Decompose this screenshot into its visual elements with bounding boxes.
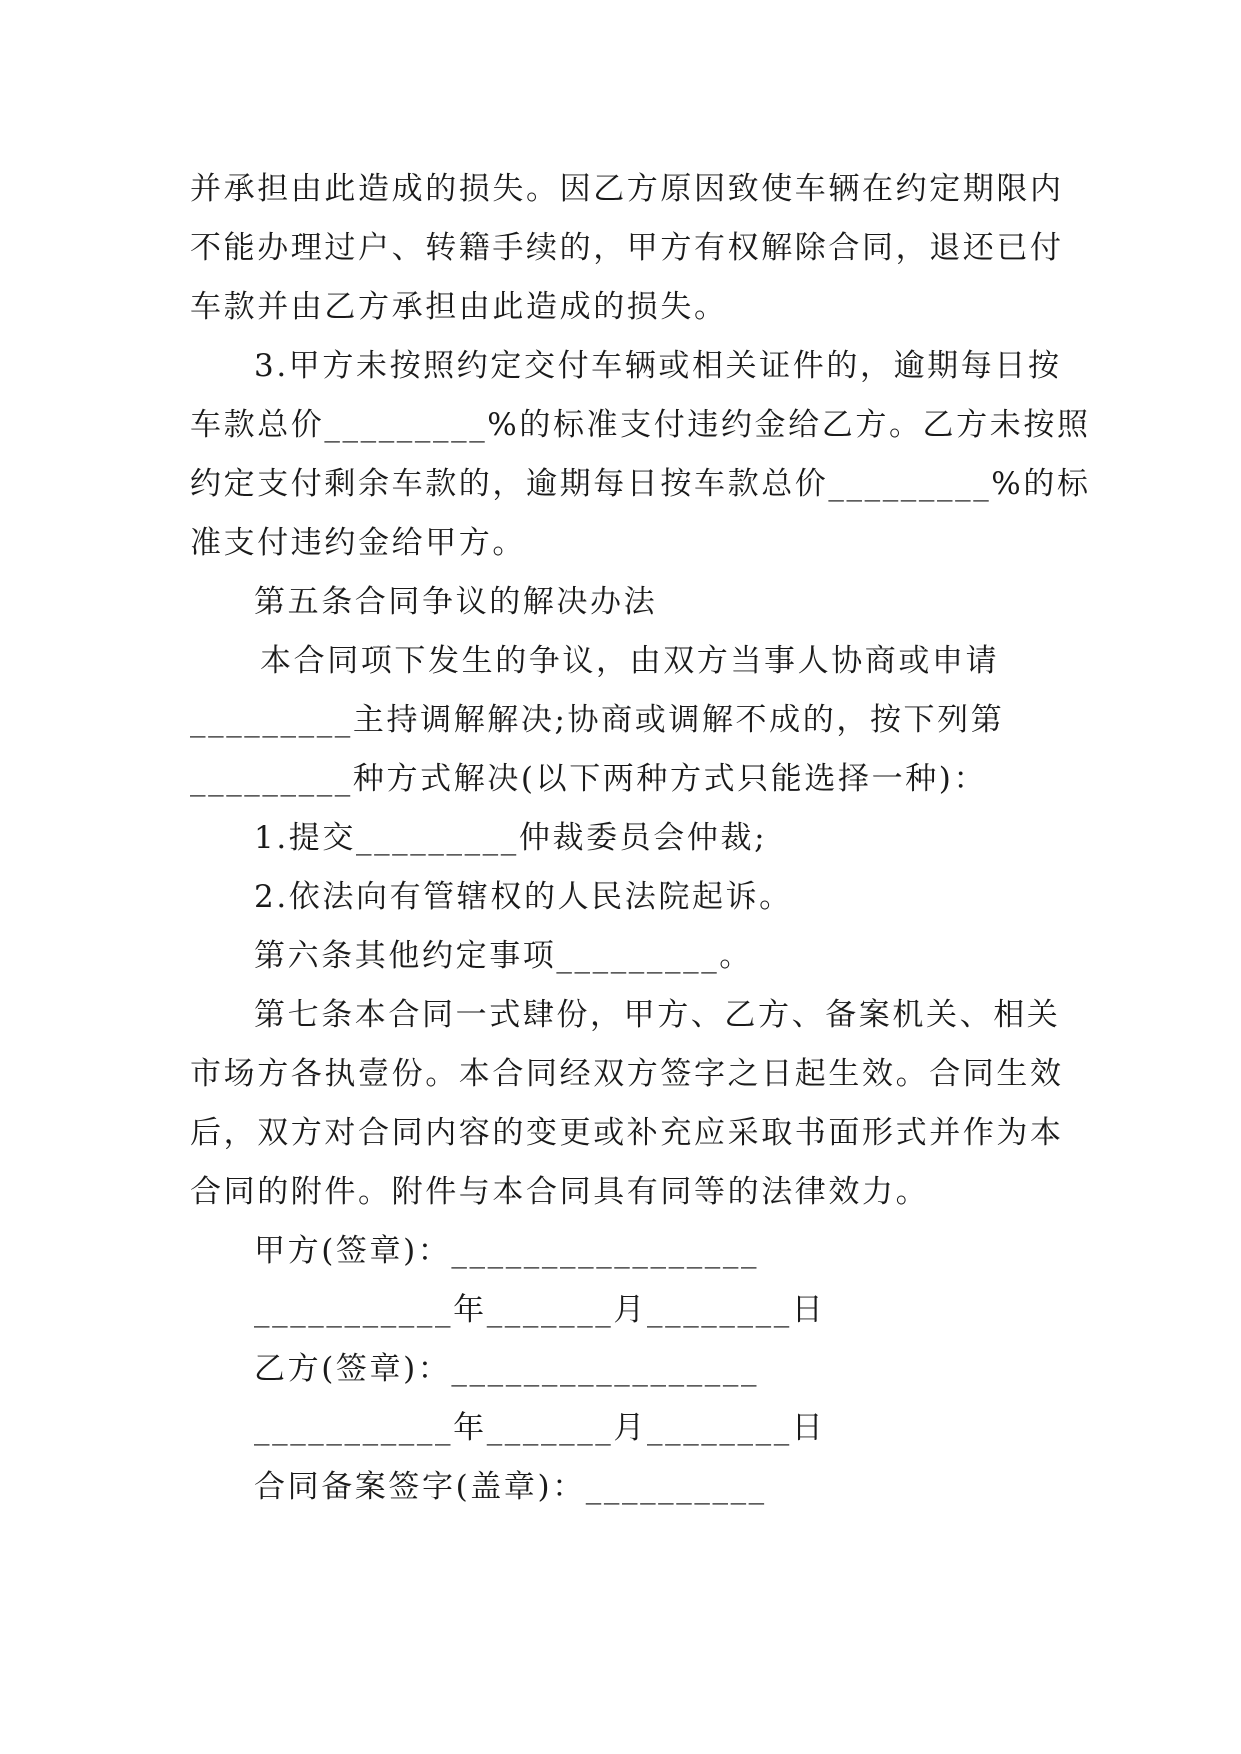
clause-3-line: 3.甲方未按照约定交付车辆或相关证件的，逾期每日按 (254, 348, 1062, 384)
article-5-heading: 第五条合同争议的解决办法 (254, 584, 658, 620)
paragraph-line: 车款并由乙方承担由此造成的损失。 (190, 289, 728, 325)
paragraph-line: 市场方各执壹份。本合同经双方签字之日起生效。合同生效 (190, 1056, 1064, 1092)
paragraph-line: 约定支付剩余车款的，逾期每日按车款总价_________%的标 (190, 466, 1091, 502)
paragraph-line: 本合同项下发生的争议，由双方当事人协商或申请 (260, 643, 1000, 679)
paragraph-line: 合同的附件。附件与本合同具有同等的法律效力。 (190, 1174, 930, 1210)
paragraph-line: _________主持调解解决;协商或调解不成的，按下列第 (190, 702, 1005, 738)
paragraph-line: 并承担由此造成的损失。因乙方原因致使车辆在约定期限内 (190, 171, 1064, 207)
filing-signature-line: 合同备案签字(盖章)：__________ (254, 1469, 767, 1505)
party-a-date-line: ___________年_______月________日 (254, 1292, 826, 1328)
party-b-date-line: ___________年_______月________日 (254, 1410, 826, 1446)
paragraph-line: _________种方式解决(以下两种方式只能选择一种)： (190, 761, 988, 797)
option-1-line: 1.提交_________仲裁委员会仲裁; (254, 820, 768, 856)
option-2-line: 2.依法向有管辖权的人民法院起诉。 (254, 879, 793, 915)
paragraph-line: 后，双方对合同内容的变更或补充应采取书面形式并作为本 (190, 1115, 1064, 1151)
paragraph-line: 不能办理过户、转籍手续的，甲方有权解除合同，退还已付 (190, 230, 1064, 266)
contract-page (190, 160, 1091, 1517)
paragraph-line: 车款总价_________%的标准支付违约金给乙方。乙方未按照 (190, 407, 1091, 443)
article-6-line: 第六条其他约定事项_________。 (254, 938, 753, 974)
party-a-signature-line: 甲方(签章)：_________________ (254, 1233, 760, 1269)
party-b-signature-line: 乙方(签章)：_________________ (254, 1351, 760, 1387)
article-7-line: 第七条本合同一式肆份，甲方、乙方、备案机关、相关 (254, 997, 1061, 1033)
paragraph-line: 准支付违约金给甲方。 (190, 525, 526, 561)
